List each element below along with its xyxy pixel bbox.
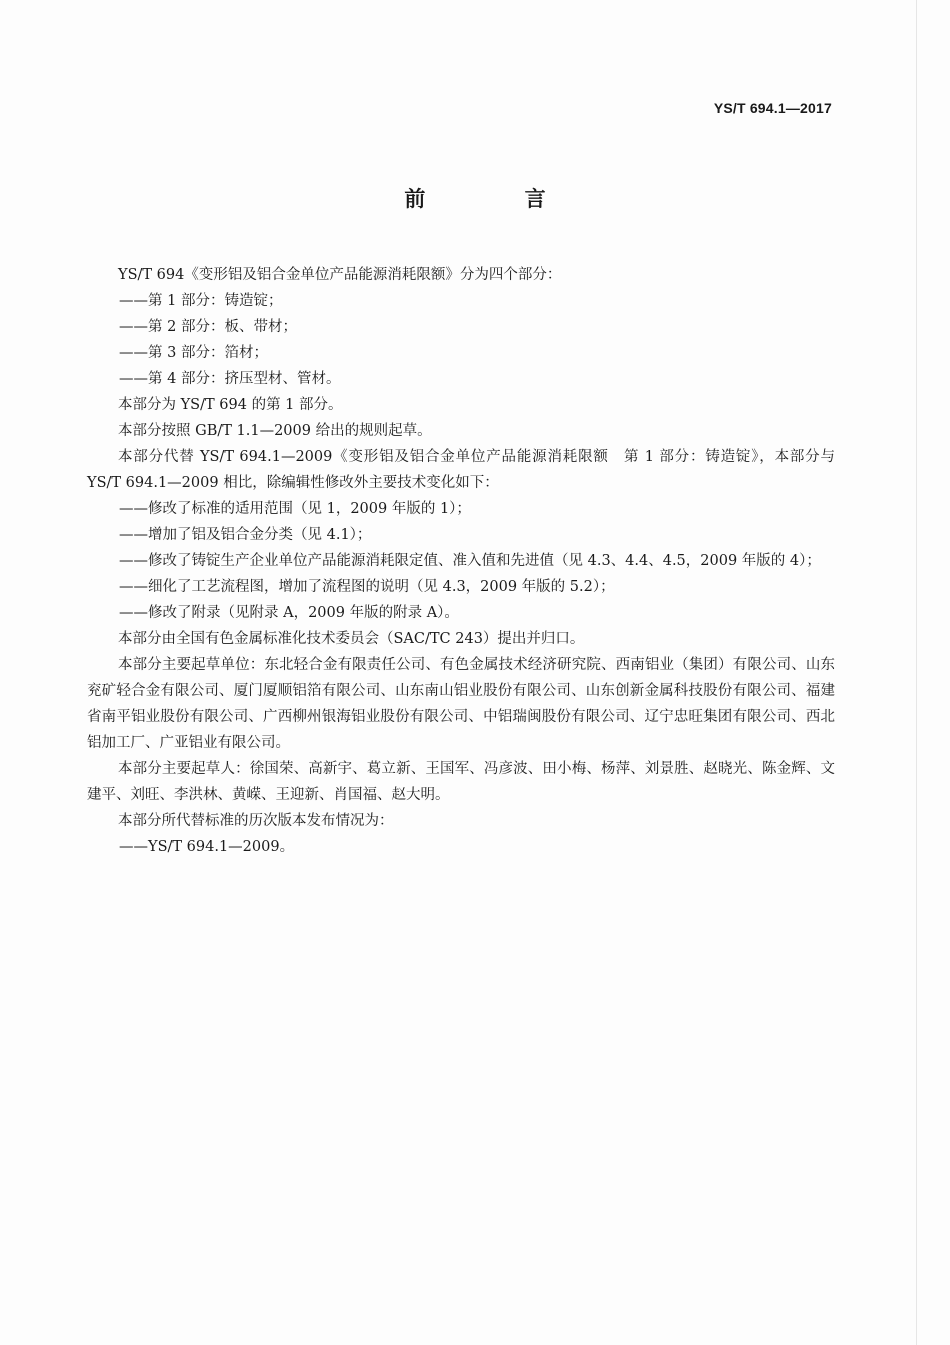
paragraph-scope: 本部分为 YS/T 694 的第 1 部分。 — [118, 397, 343, 413]
document-code: YS/T 694.1—2017 — [713, 100, 832, 116]
paragraph-drafting-rules: 本部分按照 GB/T 1.1—2009 给出的规则起草。 — [118, 423, 432, 439]
paragraph-drafters: 本部分主要起草人：徐国荣、高新宇、葛立新、王国军、冯彦波、田小梅、杨萍、刘景胜、赵晓光、陈金辉、文建平、刘旺、李洪林、黄嵘、王迎新、肖国福、赵大明。 — [87, 761, 835, 803]
list-item-change-3: ——修改了铸锭生产企业单位产品能源消耗限定值、准入值和先进值（见 4.3、4.4、4.5，2009 年版的 4）； — [119, 553, 821, 569]
paragraph-proposer: 本部分由全国有色金属标准化技术委员会（SAC/TC 243）提出并归口。 — [118, 631, 585, 647]
paragraph-replacement: 本部分代替 YS/T 694.1—2009《变形铝及铝合金单位产品能源消耗限额 第 1 部分：铸造锭》，本部分与 YS/T 694.1—2009 相比，除编辑性修改外主要技术变化如下： — [87, 449, 835, 491]
list-item-change-2: ——增加了铝及铝合金分类（见 4.1）； — [119, 527, 372, 543]
list-item-part-2: ——第 2 部分：板、带材； — [119, 319, 297, 335]
list-item-change-1: ——修改了标准的适用范围（见 1，2009 年版的 1）； — [119, 501, 471, 517]
list-item-change-5: ——修改了附录（见附录 A，2009 年版的附录 A）。 — [119, 605, 459, 621]
list-item-part-1: ——第 1 部分：铸造锭； — [119, 293, 283, 309]
list-item-history-1: ——YS/T 694.1—2009。 — [119, 839, 295, 855]
document-body — [87, 262, 835, 860]
page-title: 前 言 — [404, 187, 592, 211]
list-item-change-4: ——细化了工艺流程图，增加了流程图的说明（见 4.3，2009 年版的 5.2）； — [119, 579, 615, 595]
paragraph-history-intro: 本部分所代替标准的历次版本发布情况为： — [118, 813, 394, 829]
paragraph-drafting-units: 本部分主要起草单位：东北轻合金有限责任公司、有色金属技术经济研究院、西南铝业（集团）有限公司、山东兖矿轻合金有限公司、厦门厦顺铝箔有限公司、山东南山铝业股份有限公司、山东创新金属科技股份有限公司、福建省南平铝业股份有限公司、广西柳州银海铝业股份有限公司、中铝瑞闽股份有限公司、辽宁忠旺集团有限公司、西北铝加工厂、广亚铝业有限公司。 — [87, 657, 835, 751]
paragraph-parts-intro: YS/T 694《变形铝及铝合金单位产品能源消耗限额》分为四个部分： — [118, 267, 562, 283]
list-item-part-4: ——第 4 部分：挤压型材、管材。 — [119, 371, 341, 387]
list-item-part-3: ——第 3 部分：箔材； — [119, 345, 268, 361]
